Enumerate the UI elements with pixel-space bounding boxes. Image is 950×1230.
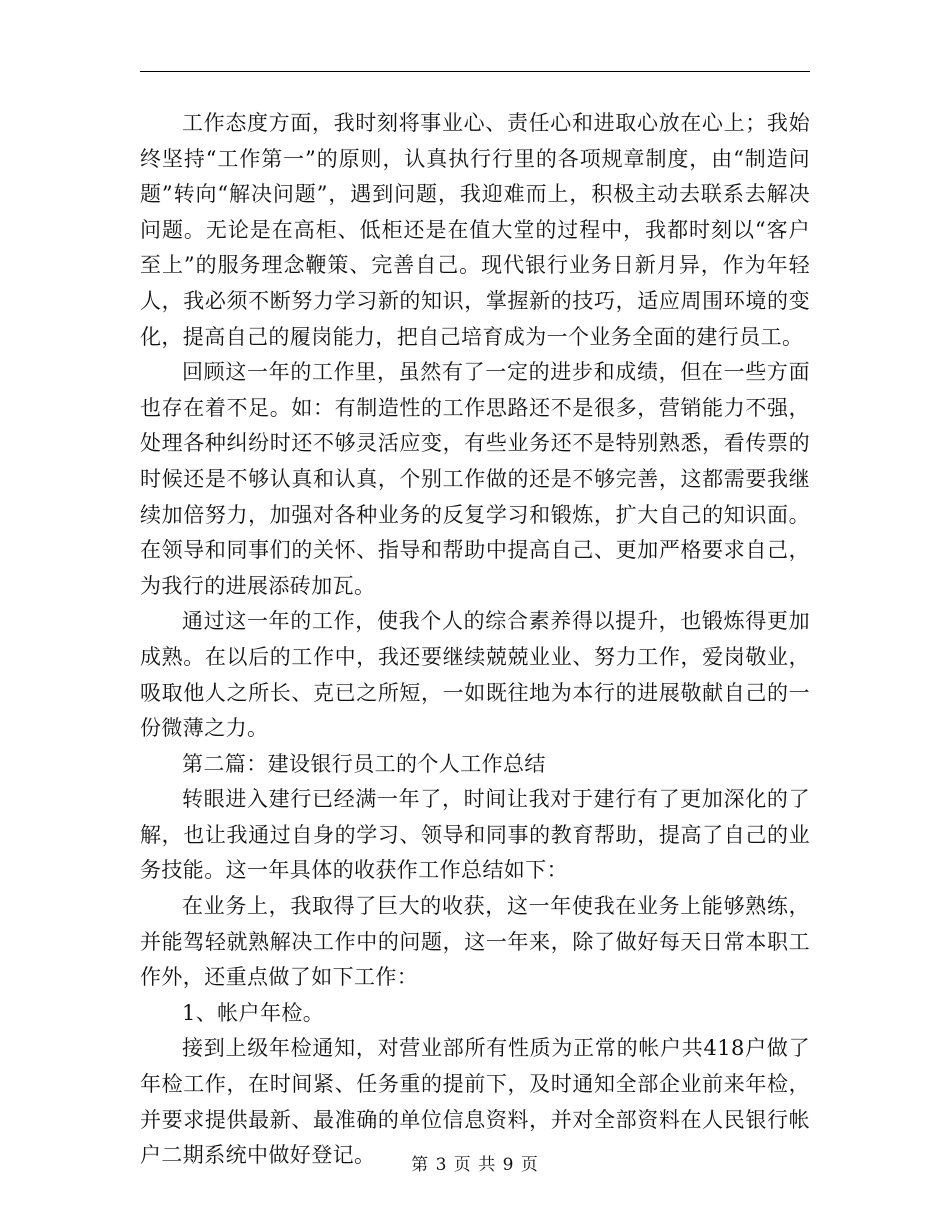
document-body (140, 106, 810, 1174)
page-number: 第 3 页 共 9 页 (411, 1155, 539, 1175)
paragraph-work-attitude: 工作态度方面，我时刻将事业心、责任心和进取心放在心上；我始终坚持“工作第一”的原则，认真执行行里的各项规章制度，由“制造问题”转向“解决问题”，遇到问题，我迎难而上，积极主动去联系去解决问题。无论是在高柜、低柜还是在值大堂的过程中，我都时刻以“客户至上”的服务理念鞭策、完善自己。现代银行业务日新月异，作为年轻人，我必须不断努力学习新的知识，掌握新的技巧，适应周围环境的变化，提高自己的履岗能力，把自己培育成为一个业务全面的建行员工。 (140, 111, 810, 349)
paragraph-intro: 转眼进入建行已经满一年了，时间让我对于建行有了更加深化的了解，也让我通过自身的学习、领导和同事的教育帮助，提高了自己的业务技能。这一年具体的收获作工作总结如下： (140, 787, 810, 883)
paragraph-growth: 通过这一年的工作，使我个人的综合素养得以提升，也锻炼得更加成熟。在以后的工作中，我还要继续兢兢业业、努力工作，爱岗敬业，吸取他人之所长、克已之所短，一如既往地为本行的进展敬献自己的一份微薄之力。 (140, 609, 810, 741)
paragraph-account-inspection: 接到上级年检通知，对营业部所有性质为正常的帐户共418户做了年检工作，在时间紧、任务重的提前下，及时通知全部企业前来年检，并要求提供最新、最准确的单位信息资料，并对全部资料在人民银行帐户二期系统中做好登记。 (140, 1036, 810, 1168)
section-heading: 第二篇：建设银行员工的个人工作总结 (182, 751, 546, 776)
header-rule (140, 71, 810, 72)
paragraph-shortcomings: 回顾这一年的工作里，虽然有了一定的进步和成绩，但在一些方面也存在着不足。如：有制造性的工作思路还不是很多，营销能力不强，处理各种纠纷时还不够灵活应变，有些业务还不是特别熟悉，看传票的时候还是不够认真和认真，个别工作做的还是不够完善，这都需要我继续加倍努力，加强对各种业务的反复学习和锻炼，扩大自己的知识面。在领导和同事们的关怀、指导和帮助中提高自己、更加严格要求自己，为我行的进展添砖加瓦。 (140, 360, 810, 598)
paragraph-business: 在业务上，我取得了巨大的收获，这一年使我在业务上能够熟练，并能驾轻就熟解决工作中的问题，这一年来，除了做好每天日常本职工作外，还重点做了如下工作： (140, 894, 810, 990)
list-item-heading: 1、帐户年检。 (182, 1000, 325, 1025)
